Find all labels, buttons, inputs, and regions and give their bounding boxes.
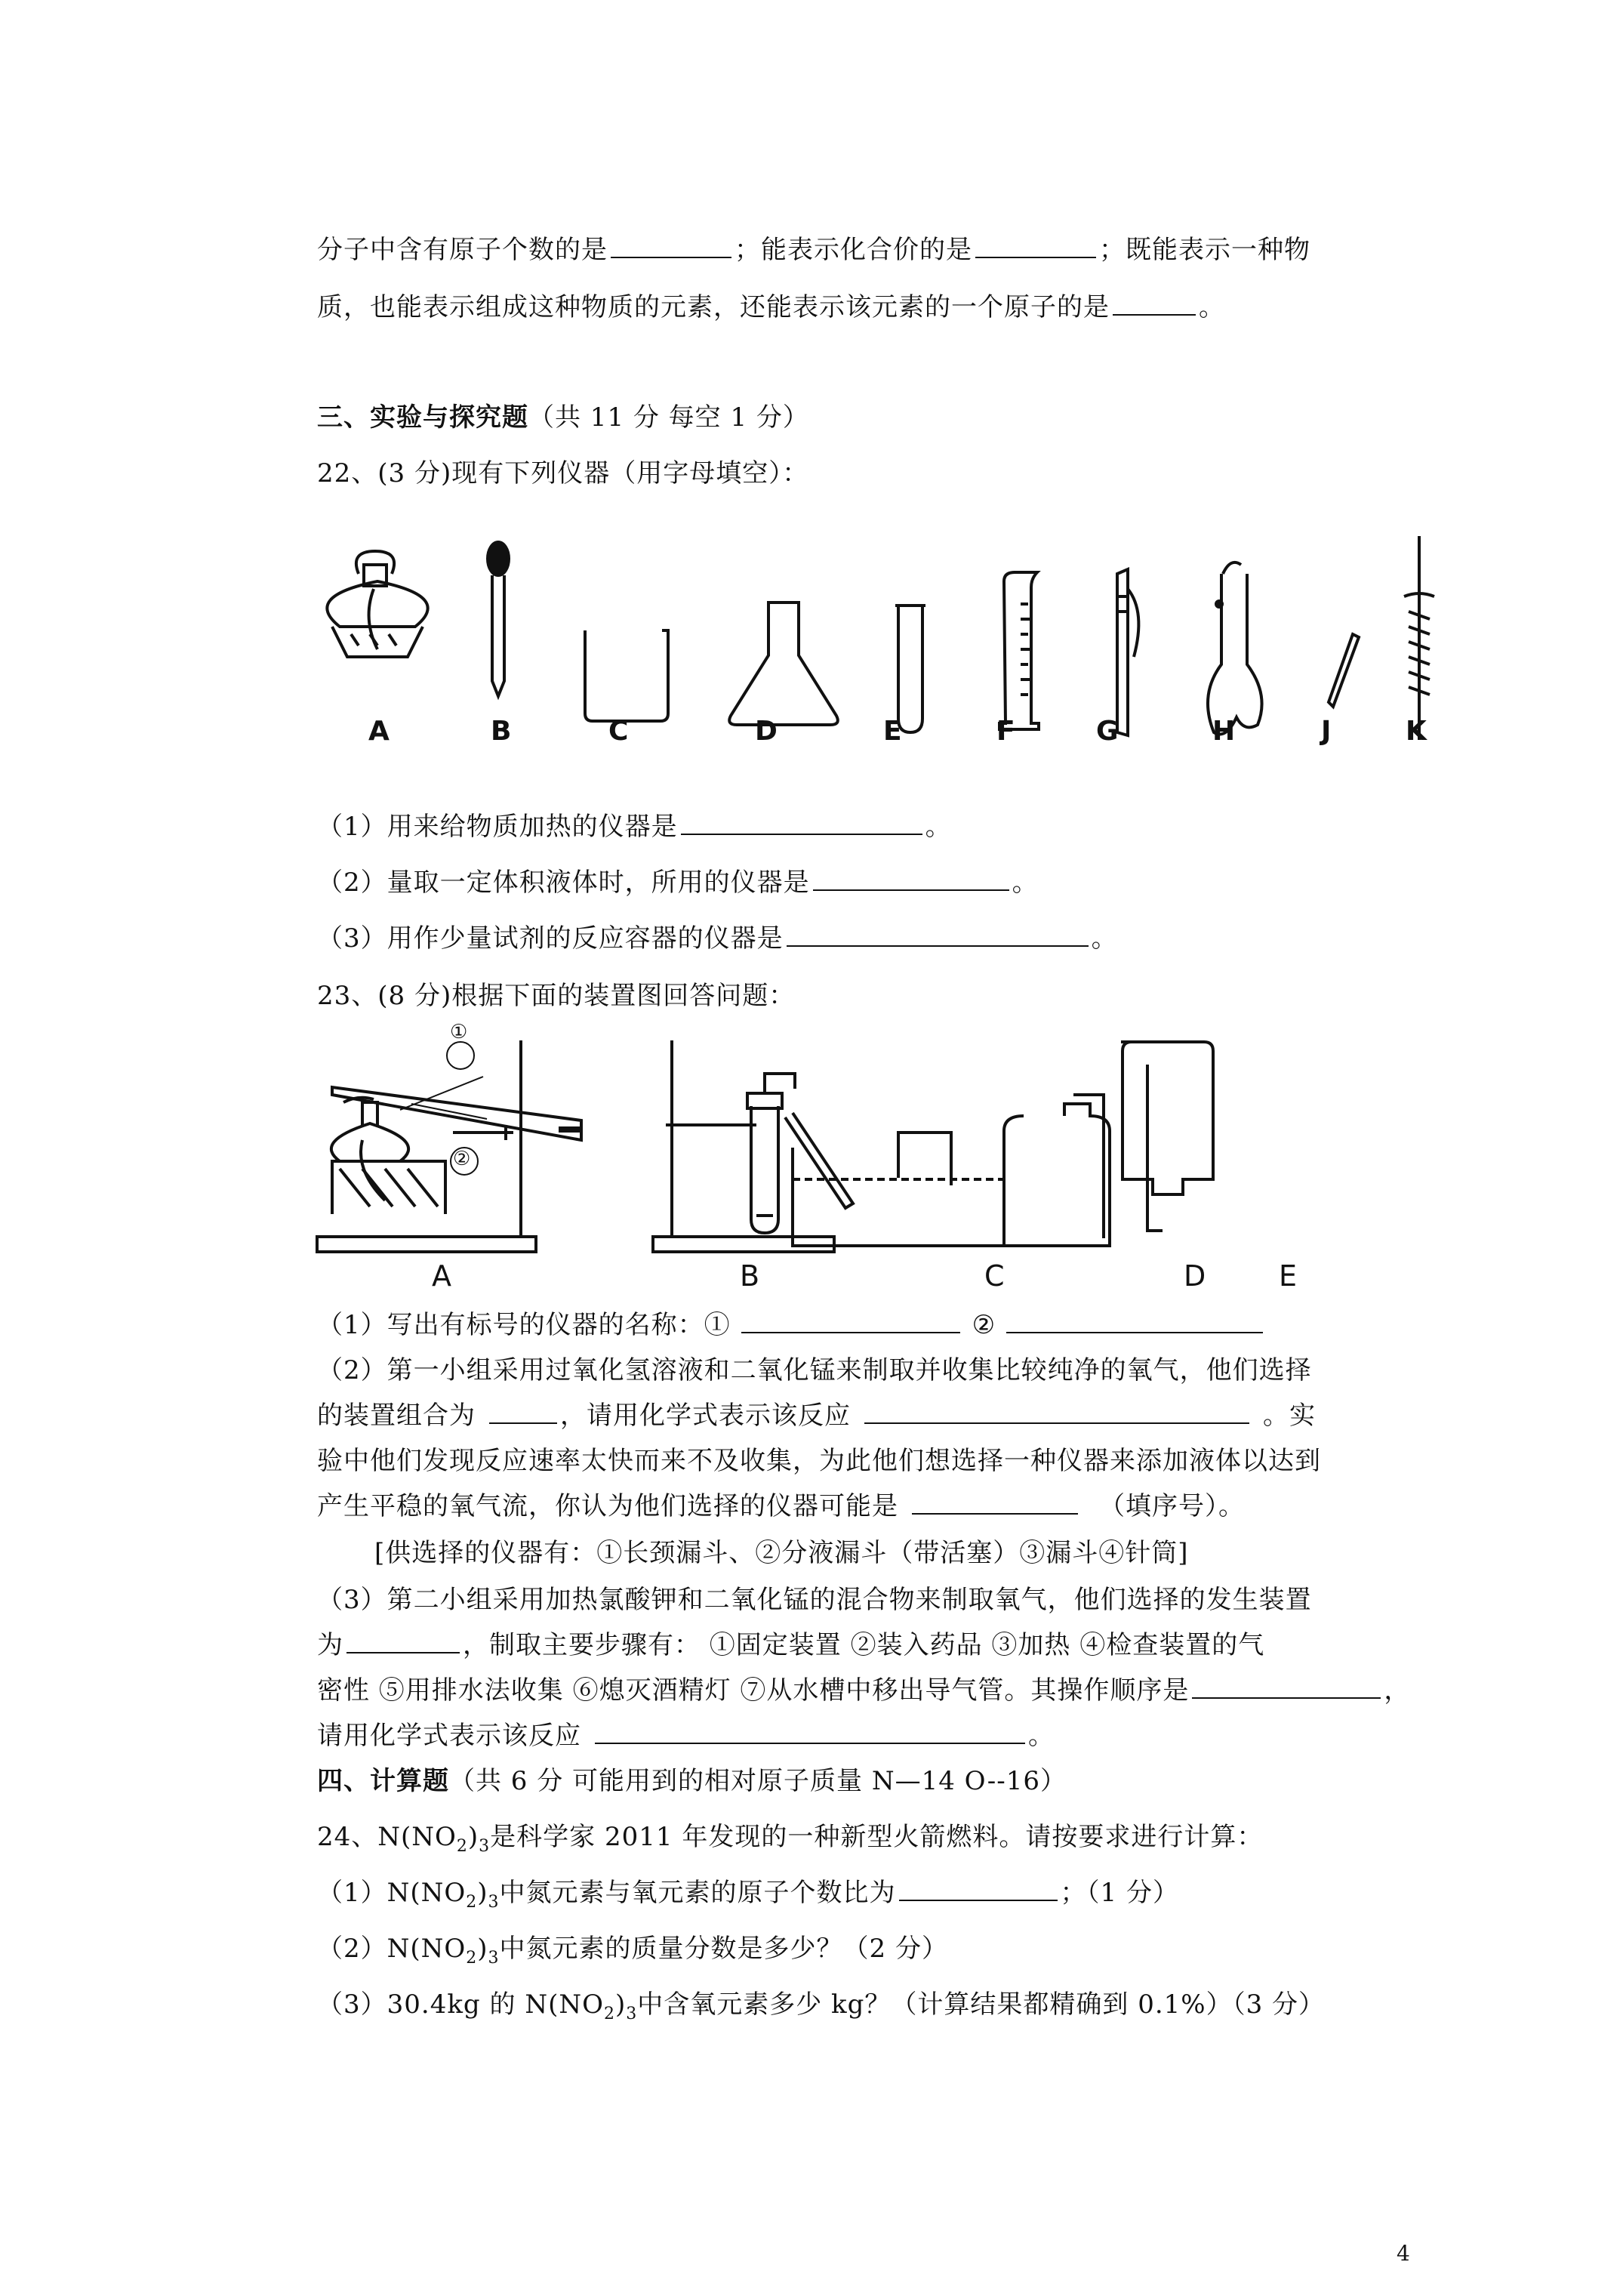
q22-sub1 — [317, 809, 952, 844]
q23-text: 。 — [1028, 1721, 1055, 1751]
answer-blank[interactable] — [1113, 291, 1196, 316]
q24-text: ；（1 分） — [1060, 1878, 1179, 1908]
q22-sub3 — [317, 921, 1118, 956]
q23-text: ， — [1384, 1675, 1411, 1706]
q23-p3-line1: （3）第二小组采用加热氯酸钾和二氧化锰的混合物来制取氧气，他们选择的发生装置 — [317, 1585, 1312, 1615]
q24-sub1 — [317, 1875, 1179, 1920]
instrument-label-b: B — [491, 716, 512, 747]
q22-text: （2）量取一定体积液体时，所用的仪器是 — [317, 868, 810, 898]
q23-p2-line3: 验中他们发现反应速率太快而来不及收集，为此他们想选择一种仪器来添加液体以达到 — [317, 1446, 1321, 1476]
q22-text: 。 — [925, 812, 952, 842]
answer-blank[interactable] — [1192, 1675, 1381, 1699]
instrument-label-c: C — [608, 716, 629, 747]
answer-blank[interactable] — [741, 1309, 960, 1333]
instrument-label-e: E — [883, 716, 902, 747]
section-note: （共 11 分 每空 1 分） — [528, 402, 809, 433]
q23-p2-line1: （2）第一小组采用过氧化氢溶液和二氧化锰来制取并收集比较纯净的氧气，他们选择 — [317, 1355, 1312, 1385]
q21-text: ；既能表示一种物 — [1099, 235, 1310, 265]
test-tube-icon — [895, 606, 925, 732]
subscript: 3 — [626, 2004, 638, 2023]
instrument-label-k: K — [1406, 716, 1427, 747]
q23-p2-line4 — [317, 1489, 1245, 1524]
subscript: 2 — [603, 2004, 615, 2023]
q21-text: 。 — [1199, 292, 1225, 322]
q23-p1 — [317, 1308, 1266, 1342]
q24-text: 中氮元素的质量分数是多少？（2 分） — [499, 1934, 948, 1964]
subscript: 2 — [466, 1948, 478, 1968]
apparatus-label-d: D — [1184, 1259, 1206, 1293]
apparatus-label-b: B — [740, 1259, 760, 1293]
apparatus-figure — [310, 1034, 1442, 1276]
q21-text: 分子中含有原子个数的是 — [317, 235, 608, 265]
q23-text: 请用化学式表示该反应 — [317, 1721, 581, 1751]
q23-text: ，制取主要步骤有： ①固定装置 ②装入药品 ③加热 ④检查装置的气 — [463, 1630, 1265, 1660]
apparatus-c-icon — [785, 1113, 1004, 1246]
apparatus-e-icon — [1121, 1042, 1213, 1231]
section4-heading — [317, 1764, 1067, 1798]
q24-text: ) — [477, 1878, 488, 1908]
apparatus-label-c: C — [984, 1259, 1005, 1293]
glass-rod-icon — [1329, 634, 1359, 707]
q23-p3-line3 — [317, 1673, 1410, 1708]
q23-stem: 23、(8 分)根据下面的装置图回答问题： — [317, 981, 796, 1011]
q23-text: （填序号）。 — [1099, 1491, 1245, 1521]
apparatus-label-a: A — [432, 1259, 451, 1293]
section-title: 四、计算题 — [317, 1766, 449, 1796]
crucible-tongs-icon — [1208, 562, 1262, 735]
test-tube-clamp-icon — [1117, 569, 1138, 735]
q23-p3-line4 — [317, 1718, 1055, 1753]
q23-text: ，请用化学式表示该反应 — [560, 1401, 851, 1431]
q22-stem: 22、(3 分)现有下列仪器（用字母填空）： — [317, 458, 809, 488]
answer-blank[interactable] — [899, 1877, 1058, 1901]
q21-line2 — [317, 290, 1225, 325]
q24-text: 是科学家 2011 年发现的一种新型火箭燃料。请按要求进行计算： — [490, 1822, 1264, 1852]
subscript: 3 — [488, 1892, 500, 1912]
q24-text: （2）N(NO — [317, 1934, 467, 1964]
q23-p3-line2 — [317, 1628, 1264, 1663]
conical-flask-icon — [729, 603, 838, 725]
q23-text: 密性 ⑤用排水法收集 ⑥熄灭酒精灯 ⑦从水槽中移出导气管。其操作顺序是 — [317, 1675, 1190, 1706]
q24-text: ) — [614, 1989, 627, 2020]
answer-blank[interactable] — [912, 1490, 1078, 1515]
q24-stem — [317, 1820, 1263, 1864]
callout-1: ① — [450, 1021, 468, 1043]
q23-text: 产生平稳的氧气流，你认为他们选择的仪器可能是 — [317, 1491, 898, 1521]
q22-text: 。 — [1091, 923, 1118, 954]
answer-blank[interactable] — [346, 1629, 460, 1653]
q22-text: （3）用作少量试剂的反应容器的仪器是 — [317, 923, 784, 954]
section-title: 三、实验与探究题 — [317, 402, 528, 433]
answer-blank[interactable] — [489, 1400, 557, 1424]
answer-blank[interactable] — [681, 811, 922, 835]
graduated-cylinder-icon — [999, 572, 1039, 729]
apparatus-d-icon — [1004, 1095, 1110, 1246]
q24-text: 24、N(NO — [317, 1822, 457, 1852]
equation-blank[interactable] — [595, 1720, 1025, 1744]
instrument-label-d: D — [755, 716, 778, 747]
subscript: 2 — [466, 1892, 478, 1912]
equation-blank[interactable] — [864, 1400, 1249, 1424]
q21-text: ；能表示化合价的是 — [735, 235, 972, 265]
answer-blank[interactable] — [975, 234, 1096, 258]
apparatus-a-icon — [317, 1040, 581, 1252]
q22-sub2 — [317, 865, 1039, 900]
q23-text: （1）写出有标号的仪器的名称：① — [317, 1310, 731, 1340]
answer-blank[interactable] — [787, 923, 1089, 947]
q21-text: 质，也能表示组成这种物质的元素，还能表示该元素的一个原子的是 — [317, 292, 1110, 322]
page-number: 4 — [1397, 2241, 1410, 2266]
q24-text: （3）30.4kg 的 N(NO — [317, 1989, 604, 2020]
q23-text: ② — [972, 1310, 996, 1340]
q24-text: 中含氧元素多少 kg？（计算结果都精确到 0.1%）（3 分） — [637, 1989, 1326, 2020]
instrument-label-g: G — [1096, 716, 1119, 747]
alcohol-lamp-icon — [327, 551, 427, 657]
q24-text: （1）N(NO — [317, 1878, 467, 1908]
beaker-icon — [585, 630, 668, 721]
subscript: 3 — [488, 1948, 500, 1968]
section3-heading — [317, 400, 809, 435]
q23-text: 的装置组合为 — [317, 1401, 476, 1431]
instrument-label-h: H — [1212, 716, 1236, 747]
answer-blank[interactable] — [611, 234, 731, 258]
instrument-label-a: A — [368, 716, 390, 747]
instrument-label-j: J — [1321, 716, 1332, 747]
q24-text: ) — [467, 1822, 479, 1852]
subscript: 2 — [456, 1836, 468, 1856]
q23-p2-options: [供选择的仪器有：①长颈漏斗、②分液漏斗（带活塞）③漏斗④针筒] — [374, 1538, 1189, 1568]
q23-text: 。实 — [1263, 1401, 1316, 1431]
q24-text: 中氮元素与氧元素的原子个数比为 — [499, 1878, 896, 1908]
q23-text: 为 — [317, 1630, 343, 1660]
q23-p2-line2 — [317, 1398, 1316, 1433]
section-note: （共 6 分 可能用到的相对原子质量 N—14 O--16） — [449, 1766, 1067, 1796]
dropper-icon — [488, 542, 509, 696]
q21-line1 — [317, 233, 1310, 267]
instrument-label-f: F — [996, 716, 1015, 747]
q24-sub3 — [317, 1987, 1325, 2032]
answer-blank[interactable] — [813, 867, 1009, 891]
apparatus-b-icon — [653, 1040, 834, 1252]
callout-2: ② — [453, 1148, 471, 1170]
q22-text: （1）用来给物质加热的仪器是 — [317, 812, 678, 842]
subscript: 3 — [479, 1836, 491, 1856]
test-tube-brush-icon — [1404, 536, 1434, 740]
q24-sub2 — [317, 1931, 948, 1976]
apparatus-label-e: E — [1279, 1259, 1298, 1293]
q24-text: ) — [477, 1934, 488, 1964]
q22-text: 。 — [1012, 868, 1039, 898]
answer-blank[interactable] — [1006, 1309, 1263, 1333]
